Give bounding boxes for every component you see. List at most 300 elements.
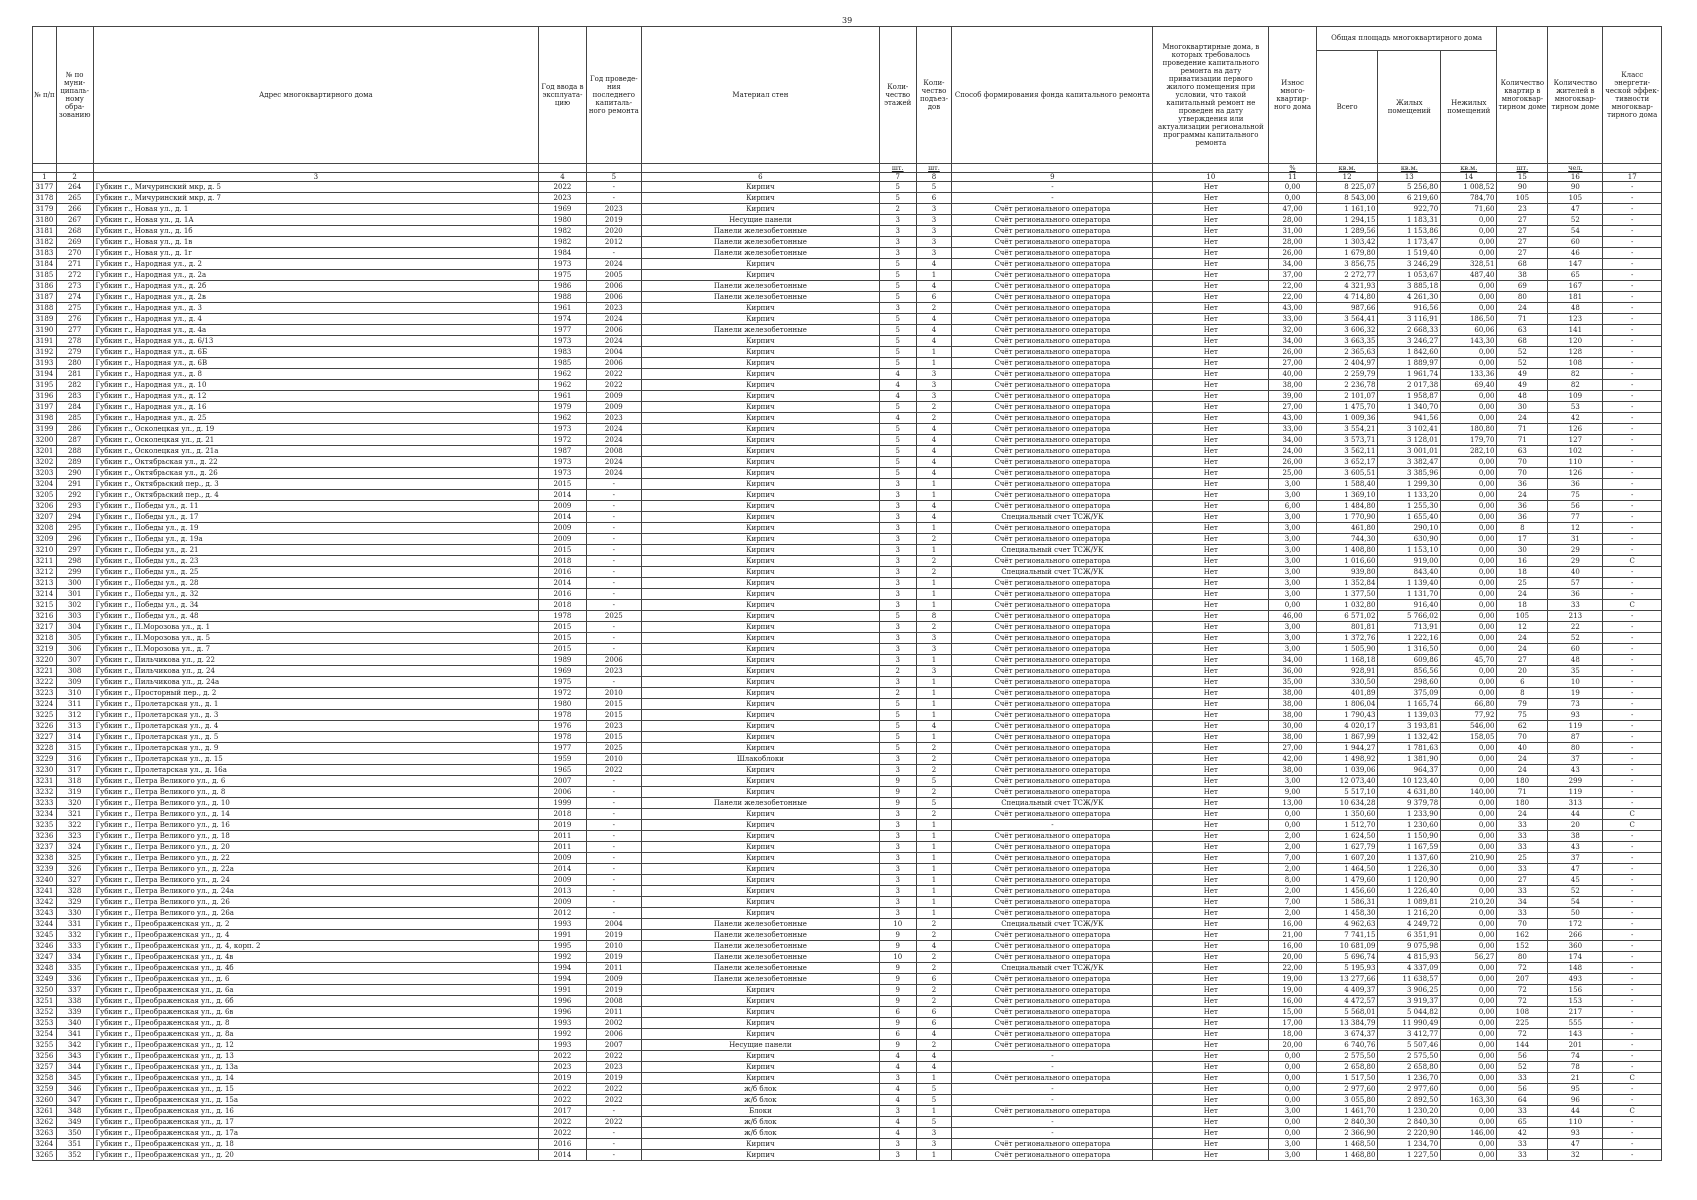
table-row-cell: 282,10 <box>1441 446 1497 457</box>
table-row-cell: 326 <box>56 864 93 875</box>
table-row-cell: 0,00 <box>1441 644 1497 655</box>
table-row-cell: 330 <box>56 908 93 919</box>
units-row <box>33 164 1662 173</box>
table-row-cell: 1 <box>916 589 952 600</box>
column-number-row-cell: 10 <box>1153 173 1269 182</box>
table-row-cell: - <box>586 831 641 842</box>
table-row-cell: 0,00 <box>1441 303 1497 314</box>
table-row-cell: 3 <box>916 369 952 380</box>
table-row-cell: 1 468,50 <box>1316 1139 1378 1150</box>
table-row-cell: 5 766,02 <box>1378 611 1441 622</box>
table-row-cell: Панели железобетонные <box>641 941 879 952</box>
table-row-cell: 3 001,01 <box>1378 446 1441 457</box>
table-row-cell: 1978 <box>539 710 587 721</box>
table-row-cell: - <box>952 1084 1153 1095</box>
table-row-cell: 36 <box>1548 589 1603 600</box>
table-row-cell: 0,00 <box>1269 193 1317 204</box>
table-row-cell: 22,00 <box>1269 281 1317 292</box>
table-row-cell: Губкин г., Преображенская ул., д. 6а <box>93 985 539 996</box>
table-row-cell: - <box>1603 358 1662 369</box>
table-row-cell: Губкин г., Народная ул., д. 8 <box>93 369 539 380</box>
table-row-cell: Счёт регионального оператора <box>952 325 1153 336</box>
table-row-cell: 274 <box>56 292 93 303</box>
table-row-cell: 1 216,20 <box>1378 908 1441 919</box>
table-row-cell: 1 <box>916 600 952 611</box>
table-row-cell: 2023 <box>586 303 641 314</box>
table-row-cell: Губкин г., Победы ул., д. 19 <box>93 523 539 534</box>
table-row-cell: Кирпич <box>641 1139 879 1150</box>
table-row-cell: 3233 <box>33 798 57 809</box>
table-row-cell: Нет <box>1153 787 1269 798</box>
table-row-cell: 346 <box>56 1084 93 1095</box>
table-row <box>33 336 1662 347</box>
table-row <box>33 743 1662 754</box>
table-row-cell: 0,00 <box>1441 600 1497 611</box>
table-row-cell: Кирпич <box>641 996 879 1007</box>
table-row-cell: Несущие панели <box>641 215 879 226</box>
table-row-cell: 9 <box>879 1018 916 1029</box>
column-number-row-cell: 17 <box>1603 173 1662 182</box>
table-row-cell: 1 770,90 <box>1316 512 1378 523</box>
table-row-cell: 0,00 <box>1441 512 1497 523</box>
table-row-cell: 0,00 <box>1269 1117 1317 1128</box>
table-row-cell: Кирпич <box>641 512 879 523</box>
units-row-cell: кв.м. <box>1441 164 1497 173</box>
table-row-cell: Счёт регионального оператора <box>952 501 1153 512</box>
table-row-cell: С <box>1603 556 1662 567</box>
table-row-cell: Губкин г., Октябрьская ул., д. 26 <box>93 468 539 479</box>
table-row-cell: 2019 <box>586 1073 641 1084</box>
table-row-cell: 7,00 <box>1269 897 1317 908</box>
table-row-cell: 3248 <box>33 963 57 974</box>
table-row-cell: 4 <box>879 1084 916 1095</box>
table-row-cell: 314 <box>56 732 93 743</box>
table-row-cell: 3 <box>916 1139 952 1150</box>
table-row-cell: 3 <box>879 864 916 875</box>
table-row-cell: 1 <box>916 1150 952 1161</box>
table-row-cell: 1 173,47 <box>1378 237 1441 248</box>
table-row-cell: 3,00 <box>1269 545 1317 556</box>
table-row-cell: 630,90 <box>1378 534 1441 545</box>
table-row-cell: 3234 <box>33 809 57 820</box>
table-row-cell: 2009 <box>586 402 641 413</box>
table-row-cell: 6 <box>916 292 952 303</box>
table-row-cell: 328 <box>56 886 93 897</box>
table-row-cell: - <box>952 182 1153 193</box>
table-row-cell: Специальный счет ТСЖ/УК <box>952 512 1153 523</box>
table-row-cell: 3259 <box>33 1084 57 1095</box>
table-row-cell: 317 <box>56 765 93 776</box>
table-row-cell: 2 <box>916 963 952 974</box>
table-row-cell: 72 <box>1497 1029 1548 1040</box>
table-row-cell: 1 016,60 <box>1316 556 1378 567</box>
table-row-cell: 1 458,30 <box>1316 908 1378 919</box>
table-row-cell: Губкин г., Преображенская ул., д. 17а <box>93 1128 539 1139</box>
table-row-cell: 3 <box>879 809 916 820</box>
table-row-cell: Кирпич <box>641 655 879 666</box>
table-row-cell: 2 <box>916 765 952 776</box>
table-row-cell: 3 <box>879 655 916 666</box>
table-row-cell: 1 781,63 <box>1378 743 1441 754</box>
table-row-cell: 24 <box>1497 303 1548 314</box>
table-row-cell: - <box>586 798 641 809</box>
table-row-cell: 33 <box>1497 864 1548 875</box>
table-row-cell: 3 885,18 <box>1378 281 1441 292</box>
table-row-cell: 5 <box>879 358 916 369</box>
table-row-cell: 153 <box>1548 996 1603 1007</box>
table-row-cell: 9 <box>879 1040 916 1051</box>
table-row-cell: 2012 <box>586 237 641 248</box>
units-row-cell <box>641 164 879 173</box>
table-row-cell: Губкин г., Победы ул., д. 11 <box>93 501 539 512</box>
table-row-cell: 2 <box>916 996 952 1007</box>
table-row-cell: 341 <box>56 1029 93 1040</box>
table-row-cell: Кирпич <box>641 347 879 358</box>
table-row-cell: Губкин г., П.Морозова ул., д. 1 <box>93 622 539 633</box>
table-row-cell: 9,00 <box>1269 787 1317 798</box>
table-row-cell: - <box>1603 952 1662 963</box>
table-row-cell: 843,40 <box>1378 567 1441 578</box>
table-row-cell: 4 <box>879 1128 916 1139</box>
table-row-cell: Нет <box>1153 908 1269 919</box>
table-row-cell: 3 <box>916 644 952 655</box>
table-row-cell: 2019 <box>586 215 641 226</box>
table-row-cell: - <box>1603 1029 1662 1040</box>
table-row-cell: Специальный счет ТСЖ/УК <box>952 963 1153 974</box>
table-row-cell: 10 634,28 <box>1316 798 1378 809</box>
table-row-cell: Губкин г., Преображенская ул., д. 2 <box>93 919 539 930</box>
table-row-cell: 2015 <box>539 545 587 556</box>
table-row-cell: - <box>1603 787 1662 798</box>
table-row-cell: 2007 <box>586 1040 641 1051</box>
table-row-cell: 2009 <box>539 523 587 534</box>
table-row-cell: 37 <box>1548 754 1603 765</box>
table-row-cell: Счёт регионального оператора <box>952 1073 1153 1084</box>
table-row-cell: 1 <box>916 677 952 688</box>
table-row-cell: 1 032,80 <box>1316 600 1378 611</box>
table-row-cell: 2022 <box>539 1128 587 1139</box>
table-row-cell: 2 101,07 <box>1316 391 1378 402</box>
table-row-cell: 1 588,40 <box>1316 479 1378 490</box>
table-row-cell: 28,00 <box>1269 237 1317 248</box>
table-row-cell: 3262 <box>33 1117 57 1128</box>
table-row-cell: Счёт регионального оператора <box>952 413 1153 424</box>
table-row-cell: Панели железобетонные <box>641 930 879 941</box>
table-row-cell: 1 <box>916 699 952 710</box>
table-row-cell: 2022 <box>539 1117 587 1128</box>
table-row-cell: 1 <box>916 523 952 534</box>
table-row-cell: 3 <box>879 226 916 237</box>
table-row <box>33 292 1662 303</box>
column-number-row-cell: 8 <box>916 173 952 182</box>
table-row-cell: 4 <box>879 1117 916 1128</box>
table-row-cell: 3,00 <box>1269 490 1317 501</box>
table-row-cell: 285 <box>56 413 93 424</box>
table-row-cell: Специальный счет ТСЖ/УК <box>952 545 1153 556</box>
table-row-cell: 5 <box>879 435 916 446</box>
table-row-cell: - <box>1603 754 1662 765</box>
table-row-cell: Нет <box>1153 985 1269 996</box>
table-row-cell: 1985 <box>539 358 587 369</box>
table-row-cell: 3 102,41 <box>1378 424 1441 435</box>
table-row-cell: Губкин г., Преображенская ул., д. 15а <box>93 1095 539 1106</box>
table-row-cell: - <box>586 1150 641 1161</box>
table-row-cell: 2009 <box>539 853 587 864</box>
table-row-cell: Губкин г., Победы ул., д. 25 <box>93 567 539 578</box>
table-row-cell: 3251 <box>33 996 57 1007</box>
table-row-cell: 305 <box>56 633 93 644</box>
table-row-cell: Счёт регионального оператора <box>952 941 1153 952</box>
table-row-cell: 9 <box>879 787 916 798</box>
table-row-cell: - <box>1603 303 1662 314</box>
table-row-cell: Счёт регионального оператора <box>952 809 1153 820</box>
table-row-cell: Нет <box>1153 743 1269 754</box>
table-row <box>33 259 1662 270</box>
table-row-cell: 1 <box>916 886 952 897</box>
table-row-cell: 5 <box>879 270 916 281</box>
table-row-cell: Губкин г., Петра Великого ул., д. 24 <box>93 875 539 886</box>
table-row <box>33 831 1662 842</box>
table-row-cell: Губкин г., Преображенская ул., д. 8а <box>93 1029 539 1040</box>
table-row-cell: 93 <box>1548 710 1603 721</box>
table-row-cell: Губкин г., Новая ул., д. 1 <box>93 204 539 215</box>
table-row-cell: - <box>1603 776 1662 787</box>
table-row-cell: 2017 <box>539 1106 587 1117</box>
table-row-cell: 0,00 <box>1441 1117 1497 1128</box>
table-row-cell: 3 <box>879 820 916 831</box>
table-row-cell: 401,89 <box>1316 688 1378 699</box>
table-row-cell: 1 153,86 <box>1378 226 1441 237</box>
table-row-cell: Губкин г., Народная ул., д. 2б <box>93 281 539 292</box>
table-row-cell: 1 227,50 <box>1378 1150 1441 1161</box>
table-row-cell: 1 150,90 <box>1378 831 1441 842</box>
table-row-cell: Нет <box>1153 512 1269 523</box>
table-row-cell: 20,00 <box>1269 1040 1317 1051</box>
table-row-cell: 351 <box>56 1139 93 1150</box>
table-row-cell: Кирпич <box>641 644 879 655</box>
table-row-cell: 56 <box>1497 1084 1548 1095</box>
table-row-cell: 19,00 <box>1269 985 1317 996</box>
table-row-cell: 32,00 <box>1269 325 1317 336</box>
table-row-cell: 290,10 <box>1378 523 1441 534</box>
table-row-cell: 40 <box>1497 743 1548 754</box>
table-row-cell: 123 <box>1548 314 1603 325</box>
table-row-cell: 1 <box>916 578 952 589</box>
table-row-cell: 2022 <box>539 1084 587 1095</box>
table-row-cell: 3 128,01 <box>1378 435 1441 446</box>
table-row-cell: Губкин г., Октябрьский пер., д. 4 <box>93 490 539 501</box>
table-row-cell: Нет <box>1153 347 1269 358</box>
table-row-cell: - <box>952 820 1153 831</box>
table-row-cell: Губкин г., Победы ул., д. 19а <box>93 534 539 545</box>
table-row-cell: 4 <box>916 259 952 270</box>
table-row-cell: 3,00 <box>1269 589 1317 600</box>
table-row-cell: 4 <box>879 380 916 391</box>
table-row-cell: Нет <box>1153 215 1269 226</box>
table-row-cell: Счёт регионального оператора <box>952 776 1153 787</box>
table-row-cell: 33,00 <box>1269 314 1317 325</box>
table-row-cell: 44 <box>1548 809 1603 820</box>
table-row-cell: 3 <box>879 853 916 864</box>
table-row <box>33 600 1662 611</box>
table-row-cell: 2020 <box>586 226 641 237</box>
table-row-cell: 280 <box>56 358 93 369</box>
table-row-cell: 3 <box>879 534 916 545</box>
table-row-cell: 3261 <box>33 1106 57 1117</box>
table-row-cell: 283 <box>56 391 93 402</box>
table-row-cell: 95 <box>1548 1084 1603 1095</box>
table-row-cell: Губкин г., Народная ул., д. 12 <box>93 391 539 402</box>
table-row-cell: 35 <box>1548 666 1603 677</box>
table-row-cell: Нет <box>1153 457 1269 468</box>
table-row-cell: 5 <box>879 424 916 435</box>
table-row-cell: 315 <box>56 743 93 754</box>
table-row-cell: Счёт регионального оператора <box>952 369 1153 380</box>
header-area-group: Общая площадь многоквартирного дома <box>1316 27 1497 51</box>
table-row-cell: - <box>586 908 641 919</box>
table-row-cell: 6 <box>916 974 952 985</box>
table-row-cell: 9 <box>879 996 916 1007</box>
table-row-cell: 0,00 <box>1441 622 1497 633</box>
table-row-cell: 33 <box>1497 1150 1548 1161</box>
table-row <box>33 633 1662 644</box>
table-row-cell: 0,00 <box>1441 556 1497 567</box>
table-row-cell: 16,00 <box>1269 919 1317 930</box>
table-row-cell: Губкин г., Петра Великого ул., д. 14 <box>93 809 539 820</box>
table-row-cell: 3263 <box>33 1128 57 1139</box>
table-row-cell: - <box>1603 908 1662 919</box>
table-row-cell: - <box>1603 1062 1662 1073</box>
table-row-cell: 181 <box>1548 292 1603 303</box>
table-row-cell: 0,00 <box>1441 974 1497 985</box>
table-row-cell: Кирпич <box>641 435 879 446</box>
table-row-cell: 4 <box>879 1095 916 1106</box>
table-row-cell: 1 624,50 <box>1316 831 1378 842</box>
table-row-cell: 8 543,00 <box>1316 193 1378 204</box>
table-row-cell: 1 <box>916 842 952 853</box>
table-row-cell: Кирпич <box>641 886 879 897</box>
table-row-cell: 939,80 <box>1316 567 1378 578</box>
table-row-cell: 1979 <box>539 402 587 413</box>
table-row-cell: 313 <box>56 721 93 732</box>
table-row-cell: 3246 <box>33 941 57 952</box>
table-row-cell: 1 484,80 <box>1316 501 1378 512</box>
table-row-cell: Панели железобетонные <box>641 292 879 303</box>
table-row-cell: Губкин г., Петра Великого ул., д. 16 <box>93 820 539 831</box>
table-row-cell: 1 <box>916 490 952 501</box>
table-row-cell: 68 <box>1497 259 1548 270</box>
table-row-cell: 70 <box>1497 732 1548 743</box>
table-row-cell: 2011 <box>586 1007 641 1018</box>
table-row-cell: 210,20 <box>1441 897 1497 908</box>
table-row-cell: 24,00 <box>1269 446 1317 457</box>
table-row-cell: 90 <box>1548 182 1603 193</box>
table-row-cell: 2 <box>916 787 952 798</box>
table-row-cell: 21,00 <box>1269 930 1317 941</box>
table-row-cell: 46 <box>1548 248 1603 259</box>
table-row-cell: - <box>1603 281 1662 292</box>
table-row-cell: 27 <box>1497 215 1548 226</box>
table-row-cell: 1961 <box>539 391 587 402</box>
table-row-cell: - <box>586 864 641 875</box>
table-row-cell: 3186 <box>33 281 57 292</box>
table-row-cell: 1 039,06 <box>1316 765 1378 776</box>
table-row-cell: Нет <box>1153 633 1269 644</box>
table-row-cell: 339 <box>56 1007 93 1018</box>
table-row-cell: 24 <box>1497 413 1548 424</box>
table-row-cell: 6 351,91 <box>1378 930 1441 941</box>
table-row-cell: 29 <box>1548 556 1603 567</box>
table-row-cell: Нет <box>1153 270 1269 281</box>
table-row-cell: 6 <box>879 1007 916 1018</box>
table-row-cell: 105 <box>1497 611 1548 622</box>
table-row-cell: - <box>1603 699 1662 710</box>
table-row-cell: - <box>586 490 641 501</box>
table-row-cell: 34 <box>1497 897 1548 908</box>
table-row-cell: 3178 <box>33 193 57 204</box>
table-row-cell: 2 <box>916 622 952 633</box>
table-row-cell: 4 <box>879 413 916 424</box>
table-row-cell: 4 <box>879 1062 916 1073</box>
table-row-cell: Счёт регионального оператора <box>952 281 1153 292</box>
table-row-cell: 0,00 <box>1269 820 1317 831</box>
table-row-cell: 1974 <box>539 314 587 325</box>
table-row-cell: - <box>586 809 641 820</box>
table-row-cell: 186,50 <box>1441 314 1497 325</box>
table-row-cell: 43 <box>1548 842 1603 853</box>
table-row-cell: 2022 <box>586 1117 641 1128</box>
table-row <box>33 644 1662 655</box>
table-row-cell: - <box>586 600 641 611</box>
table-row-cell: 3219 <box>33 644 57 655</box>
table-row-cell: Панели железобетонные <box>641 226 879 237</box>
table-row-cell: 44 <box>1548 1106 1603 1117</box>
table-row <box>33 446 1662 457</box>
table-row-cell: 2 <box>879 204 916 215</box>
table-row-cell: - <box>952 1095 1153 1106</box>
table-row-cell: 5 507,46 <box>1378 1040 1441 1051</box>
table-row-cell: 1 289,56 <box>1316 226 1378 237</box>
table-row-cell: 1 183,31 <box>1378 215 1441 226</box>
table-row-cell: 284 <box>56 402 93 413</box>
table-row-cell: 3 652,17 <box>1316 457 1378 468</box>
table-row-cell: Кирпич <box>641 490 879 501</box>
table-row-cell: 332 <box>56 930 93 941</box>
table-row-cell: Счёт регионального оператора <box>952 732 1153 743</box>
table-row-cell: 27 <box>1497 248 1548 259</box>
table-row-cell: Нет <box>1153 765 1269 776</box>
table-row-cell: Нет <box>1153 1062 1269 1073</box>
table-row-cell: Нет <box>1153 1084 1269 1095</box>
table-row-cell: 1983 <box>539 347 587 358</box>
table-row-cell: 4 714,80 <box>1316 292 1378 303</box>
table-row-cell: Счёт регионального оператора <box>952 523 1153 534</box>
table-row-cell: Нет <box>1153 809 1269 820</box>
table-row-cell: Счёт регионального оператора <box>952 985 1153 996</box>
table-row-cell: 33 <box>1497 820 1548 831</box>
table-row-cell: 34,00 <box>1269 336 1317 347</box>
table-row-cell: - <box>586 193 641 204</box>
table-row-cell: 1 234,70 <box>1378 1139 1441 1150</box>
table-row-cell: 3187 <box>33 292 57 303</box>
table-row <box>33 380 1662 391</box>
column-number-row-cell: 16 <box>1548 173 1603 182</box>
table-row-cell: 10 <box>879 919 916 930</box>
table-row-cell: 744,30 <box>1316 534 1378 545</box>
table-row-cell: 12 <box>1497 622 1548 633</box>
table-row-cell: - <box>1603 798 1662 809</box>
table-row <box>33 413 1662 424</box>
